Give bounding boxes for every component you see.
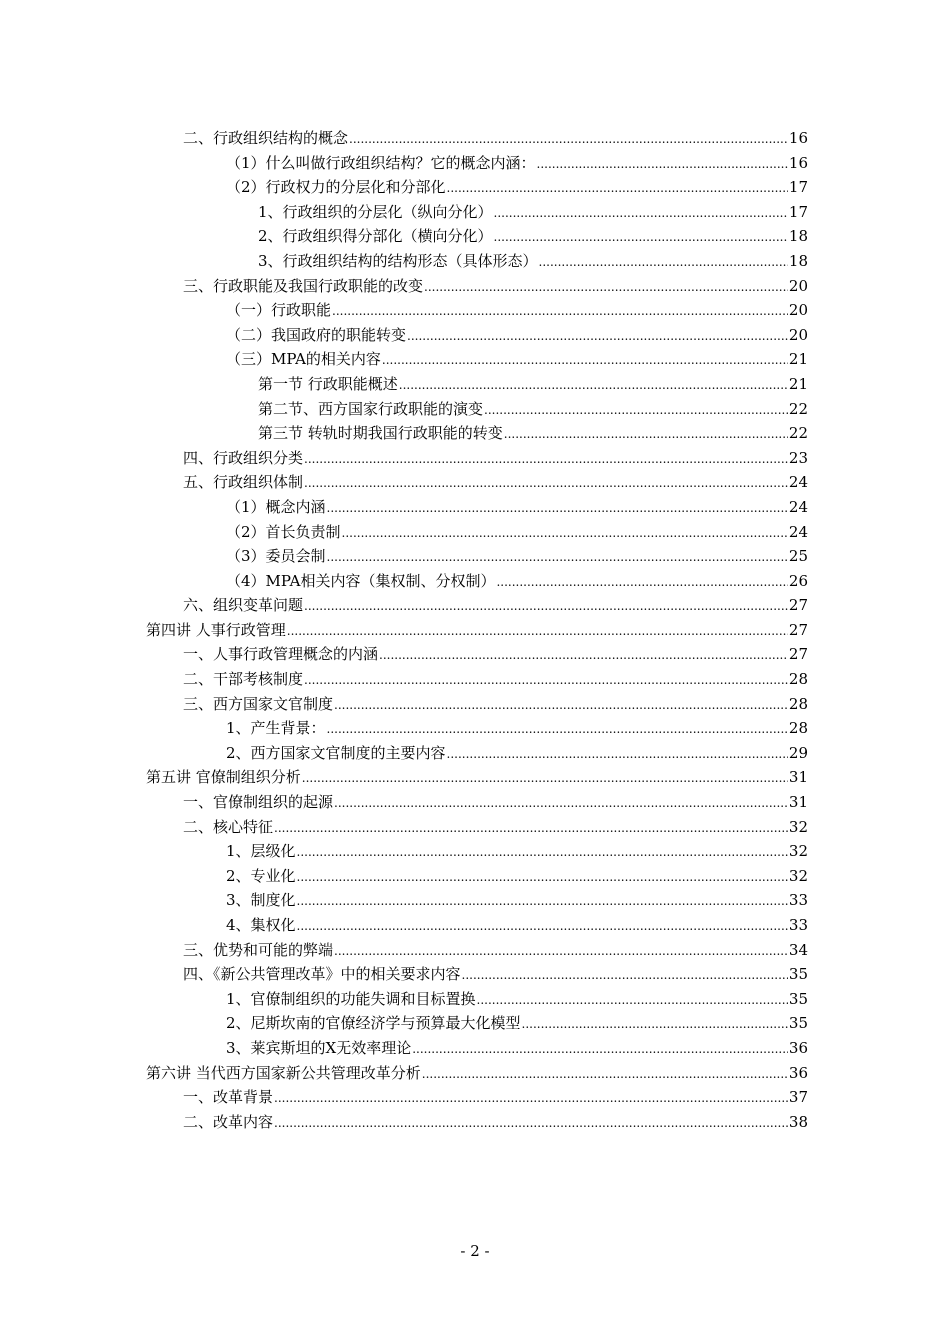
toc-entry-title: 2、西方国家文官制度的主要内容 [226,743,446,762]
toc-dot-leader [494,201,788,226]
toc-entry-title: 4、集权化 [226,916,296,934]
toc-dot-leader [274,1111,788,1136]
toc-entry[interactable] [146,938,808,963]
toc-entry[interactable] [146,1085,808,1110]
toc-entry-title: 3、行政组织结构的结构形态（具体形态） [258,251,538,270]
toc-entry-page: 27 [788,620,808,639]
toc-dot-leader [522,1012,788,1037]
toc-dot-leader [382,348,788,373]
toc-entry[interactable] [146,618,808,643]
toc-dot-leader [496,570,787,595]
toc-dot-leader [274,1086,788,1111]
toc-dot-leader [504,422,788,447]
toc-dot-leader [274,816,788,841]
toc-entry-page: 17 [788,178,808,197]
toc-entry-page: 37 [788,1088,808,1107]
toc-entry-title: 第六讲 当代西方国家新公共管理改革分析 [146,1063,421,1082]
toc-entry-page: 28 [788,719,808,738]
toc-entry-title: 第四讲 人事行政管理 [146,620,286,639]
toc-entry-title: 五、行政组织体制 [183,473,304,492]
toc-dot-leader [304,594,788,619]
toc-entry[interactable] [146,692,808,717]
toc-dot-leader [399,373,788,398]
toc-dot-leader [334,939,788,964]
toc-entry-page: 35 [788,989,808,1008]
toc-dot-leader [537,152,788,177]
toc-entry[interactable] [146,126,808,151]
toc-dot-leader [327,717,788,742]
toc-entry-page: 27 [788,596,808,615]
toc-entry-page: 18 [788,251,808,270]
toc-entry[interactable] [146,200,808,225]
toc-dot-leader [379,643,788,668]
toc-entry-title: 1、产生背景： [226,719,326,738]
toc-entry-page: 24 [788,497,808,516]
toc-entry-page: 31 [788,793,808,812]
toc-dot-leader [287,619,788,644]
toc-entry[interactable] [146,520,808,545]
toc-entry-title: 1、官僚制组织的功能失调和目标置换 [226,989,476,1008]
toc-entry-title: 二、核心特征 [183,817,274,836]
toc-dot-leader [297,889,788,914]
toc-entry-page: 23 [788,448,808,467]
toc-dot-leader [327,496,788,521]
toc-dot-leader [349,127,788,152]
toc-entry-title: 二、改革内容 [183,1112,274,1131]
toc-entry-title: （4）MPA相关内容（集权制、分权制） [226,571,496,590]
toc-entry[interactable] [146,642,808,667]
toc-entry-page: 20 [788,301,808,320]
toc-entry-page: 22 [788,399,808,418]
toc-entry-title: 二、行政组织结构的概念 [183,129,349,147]
toc-entry[interactable] [146,913,808,938]
toc-dot-leader [334,693,788,718]
toc-entry-page: 26 [788,571,808,590]
toc-entry[interactable] [146,1036,808,1061]
toc-entry-title: （1）什么叫做行政组织结构？它的概念内涵： [226,153,536,172]
toc-entry[interactable] [146,421,808,446]
toc-dot-leader [412,1037,788,1062]
toc-entry-title: 第一节 行政职能概述 [258,374,398,393]
toc-entry-page: 20 [788,276,808,295]
toc-dot-leader [422,1062,788,1087]
table-of-contents [146,126,808,1134]
toc-entry[interactable] [146,298,808,323]
toc-entry[interactable] [146,987,808,1012]
toc-entry-page: 16 [788,129,808,147]
toc-dot-leader [484,398,788,423]
toc-entry[interactable] [146,888,808,913]
toc-entry-page: 35 [788,965,808,984]
toc-entry-title: 2、行政组织得分部化（横向分化） [258,227,493,246]
toc-entry[interactable] [146,495,808,520]
toc-entry-page: 32 [788,817,808,836]
toc-entry[interactable] [146,372,808,397]
toc-entry[interactable] [146,741,808,766]
toc-entry[interactable] [146,716,808,741]
toc-entry[interactable] [146,446,808,471]
toc-dot-leader [539,250,788,275]
toc-entry-page: 20 [788,325,808,344]
toc-entry-page: 24 [788,473,808,492]
toc-dot-leader [477,988,788,1013]
toc-entry-title: 1、行政组织的分层化（纵向分化） [258,202,493,221]
toc-entry-title: 一、改革背景 [183,1088,274,1107]
toc-entry-title: 六、组织变革问题 [183,596,304,615]
toc-entry-title: 四、行政组织分类 [183,448,304,467]
toc-entry[interactable] [146,1061,808,1086]
toc-entry-title: （三）MPA的相关内容 [226,350,381,369]
toc-entry[interactable] [146,765,808,790]
toc-entry-title: （2）首长负责制 [226,522,341,541]
toc-entry[interactable] [146,224,808,249]
toc-entry[interactable] [146,962,808,987]
toc-entry[interactable] [146,667,808,692]
toc-entry[interactable] [146,249,808,274]
toc-dot-leader [462,963,788,988]
toc-entry-page: 17 [788,202,808,221]
toc-entry-title: 三、西方国家文官制度 [183,694,334,713]
toc-entry-page: 32 [788,866,808,885]
toc-dot-leader [447,742,788,767]
toc-entry-title: （1）概念内涵 [226,497,326,516]
toc-entry-page: 33 [788,891,808,910]
toc-entry[interactable] [146,1011,808,1036]
toc-entry-title: （一）行政职能 [226,301,332,320]
toc-entry[interactable] [146,274,808,299]
toc-entry[interactable] [146,323,808,348]
toc-entry-page: 21 [788,350,808,369]
toc-dot-leader [332,299,788,324]
toc-entry-page: 36 [788,1063,808,1082]
toc-entry-page: 25 [788,547,808,566]
toc-dot-leader [447,176,788,201]
toc-entry-page: 38 [788,1112,808,1131]
toc-entry-title: 一、官僚制组织的起源 [183,793,334,812]
toc-entry[interactable] [146,593,808,618]
page-number: - 2 - [460,1242,490,1260]
toc-entry-title: 第三节 转轨时期我国行政职能的转变 [258,424,503,443]
toc-entry-title: 三、优势和可能的弊端 [183,940,334,959]
toc-entry-title: 1、层级化 [226,842,296,861]
toc-entry[interactable] [146,175,808,200]
toc-entry-page: 31 [788,768,808,787]
toc-entry[interactable] [146,397,808,422]
toc-entry-page: 33 [788,916,808,934]
toc-entry[interactable] [146,151,808,176]
toc-entry-page: 16 [788,153,808,172]
toc-entry-title: （二）我国政府的职能转变 [226,325,407,344]
toc-dot-leader [304,447,788,472]
toc-entry[interactable] [146,347,808,372]
toc-entry-title: 一、人事行政管理概念的内涵 [183,645,379,664]
toc-entry-page: 29 [788,743,808,762]
toc-dot-leader [304,471,788,496]
toc-entry-page: 27 [788,645,808,664]
toc-entry-title: 2、专业化 [226,866,296,885]
toc-entry[interactable] [146,815,808,840]
toc-entry[interactable] [146,790,808,815]
toc-entry-page: 24 [788,522,808,541]
toc-entry-title: （2）行政权力的分层化和分部化 [226,178,446,197]
toc-entry-title: （3）委员会制 [226,547,326,566]
toc-dot-leader [297,840,788,865]
toc-dot-leader [342,521,788,546]
toc-entry[interactable] [146,864,808,889]
toc-entry-page: 28 [788,694,808,713]
toc-entry[interactable] [146,569,808,594]
toc-entry[interactable] [146,839,808,864]
toc-dot-leader [297,914,788,939]
toc-entry-title: 2、尼斯坎南的官僚经济学与预算最大化模型 [226,1014,521,1033]
toc-dot-leader [407,324,788,349]
toc-dot-leader [304,668,788,693]
toc-entry-page: 34 [788,940,808,959]
toc-entry-title: 3、莱宾斯坦的X无效率理论 [226,1038,412,1057]
toc-entry-page: 32 [788,842,808,861]
toc-entry-title: 3、制度化 [226,891,296,910]
toc-entry-page: 21 [788,374,808,393]
toc-entry-page: 22 [788,424,808,443]
toc-entry[interactable] [146,1110,808,1135]
toc-dot-leader [424,275,788,300]
toc-dot-leader [334,791,788,816]
toc-entry-title: 三、行政职能及我国行政职能的改变 [183,276,424,295]
toc-entry-title: 二、干部考核制度 [183,670,304,689]
toc-dot-leader [327,545,788,570]
toc-dot-leader [302,766,788,791]
toc-entry[interactable] [146,470,808,495]
toc-dot-leader [297,865,788,890]
toc-entry[interactable] [146,544,808,569]
toc-entry-title: 第五讲 官僚制组织分析 [146,768,301,787]
toc-entry-page: 35 [788,1014,808,1033]
toc-entry-title: 第二节、西方国家行政职能的演变 [258,399,484,418]
toc-entry-page: 28 [788,670,808,689]
toc-entry-page: 36 [788,1038,808,1057]
toc-entry-title: 四、《新公共管理改革》中的相关要求内容 [183,965,461,984]
toc-entry-page: 18 [788,227,808,246]
toc-dot-leader [494,225,788,250]
